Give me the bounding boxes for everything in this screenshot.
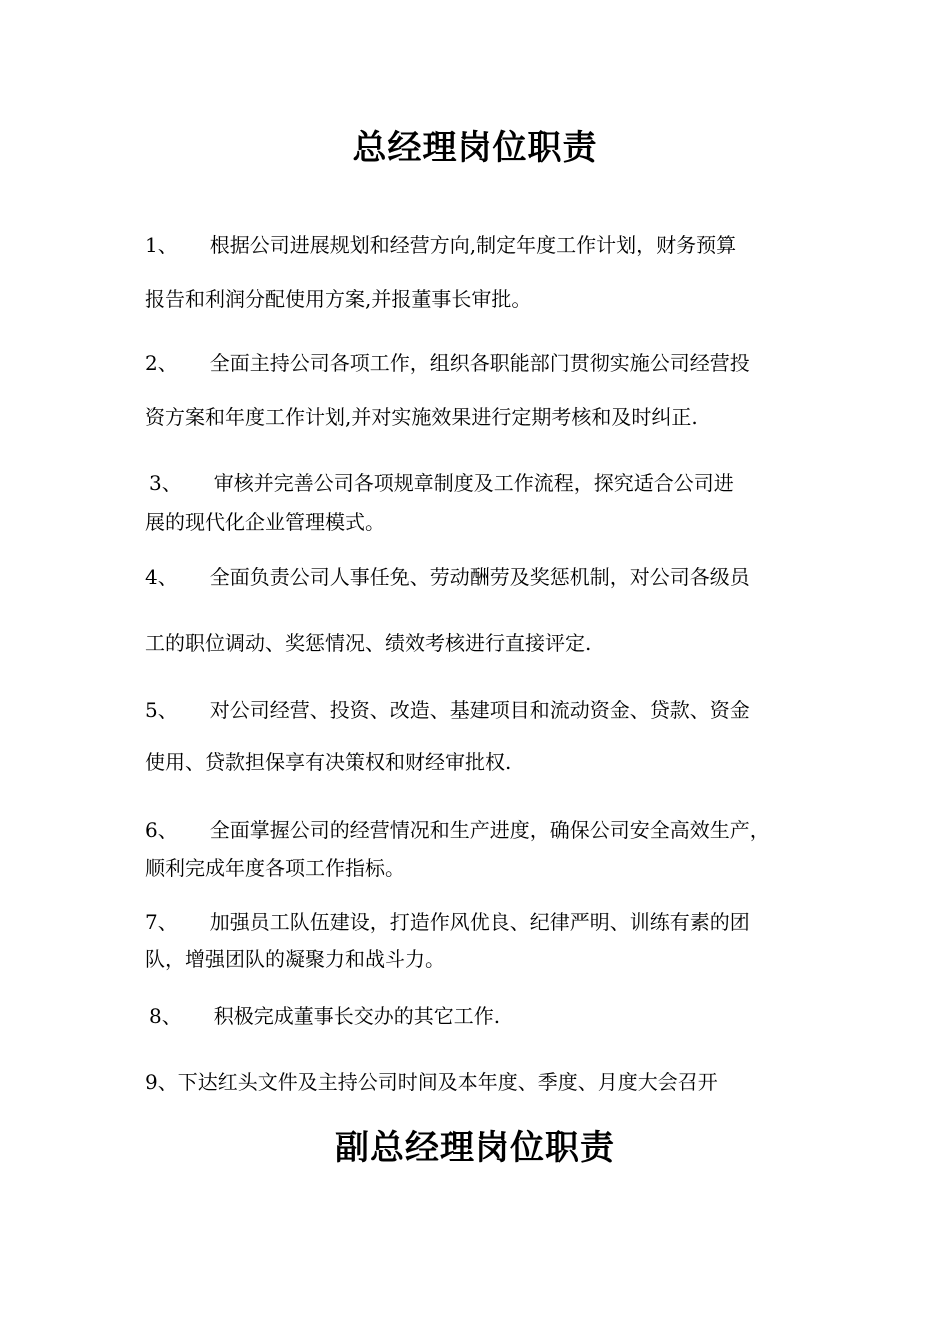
item-text: 加强员工队伍建设，打造作风优良、纪律严明、训练有素的团 — [209, 910, 750, 934]
item-number: 4、 — [145, 565, 178, 589]
item-text: 全面负责公司人事任免、劳动酬劳及奖惩机制，对公司各级员 — [209, 565, 750, 589]
list-item-6-line-1 — [145, 817, 770, 843]
list-item-7-line-2: 队，增强团队的凝聚力和战斗力。 — [145, 947, 445, 971]
list-item-5-line-1 — [145, 697, 750, 723]
list-item-3-line-2: 展的现代化企业管理模式。 — [145, 510, 385, 534]
section-title: 副总经理岗位职责 — [335, 1128, 615, 1168]
item-text: 对公司经营、投资、改造、基建项目和流动资金、贷款、资金 — [209, 698, 750, 722]
page-title: 总经理岗位职责 — [352, 128, 598, 168]
item-number: 1、 — [145, 233, 178, 257]
item-text: 根据公司进展规划和经营方向,制定年度工作计划，财务预算 — [209, 233, 737, 257]
list-item-4-line-2: 工的职位调动、奖惩情况、绩效考核进行直接评定. — [145, 631, 592, 655]
item-text: 全面掌握公司的经营情况和生产进度，确保公司安全高效生产， — [209, 818, 770, 842]
list-item-4-line-1 — [145, 564, 750, 590]
list-item-7-line-1 — [145, 909, 750, 935]
list-item-2-line-2: 资方案和年度工作计划,并对实施效果进行定期考核和及时纠正. — [145, 405, 698, 429]
list-item-8-line-1 — [149, 1003, 500, 1029]
list-item-1-line-2: 报告和利润分配使用方案,并报董事长审批。 — [145, 287, 532, 311]
item-number: 5、 — [145, 698, 178, 722]
list-item-2-line-1 — [145, 350, 750, 376]
list-item-5-line-2: 使用、贷款担保享有决策权和财经审批权. — [145, 750, 512, 774]
item-text: 全面主持公司各项工作，组织各职能部门贯彻实施公司经营投 — [209, 351, 750, 375]
item-number: 2、 — [145, 351, 178, 375]
item-text: 审核并完善公司各项规章制度及工作流程，探究适合公司进 — [213, 471, 734, 495]
item-number: 7、 — [145, 910, 178, 934]
item-number: 6、 — [145, 818, 178, 842]
list-item-3-line-1 — [149, 470, 734, 496]
list-item-1-line-1 — [145, 232, 736, 258]
list-item-9: 9、下达红头文件及主持公司时间及本年度、季度、月度大会召开 — [145, 1070, 718, 1094]
item-number: 8、 — [149, 1004, 182, 1028]
list-item-6-line-2: 顺利完成年度各项工作指标。 — [145, 856, 405, 880]
item-text: 积极完成董事长交办的其它工作. — [213, 1004, 501, 1028]
item-number: 3、 — [149, 471, 182, 495]
